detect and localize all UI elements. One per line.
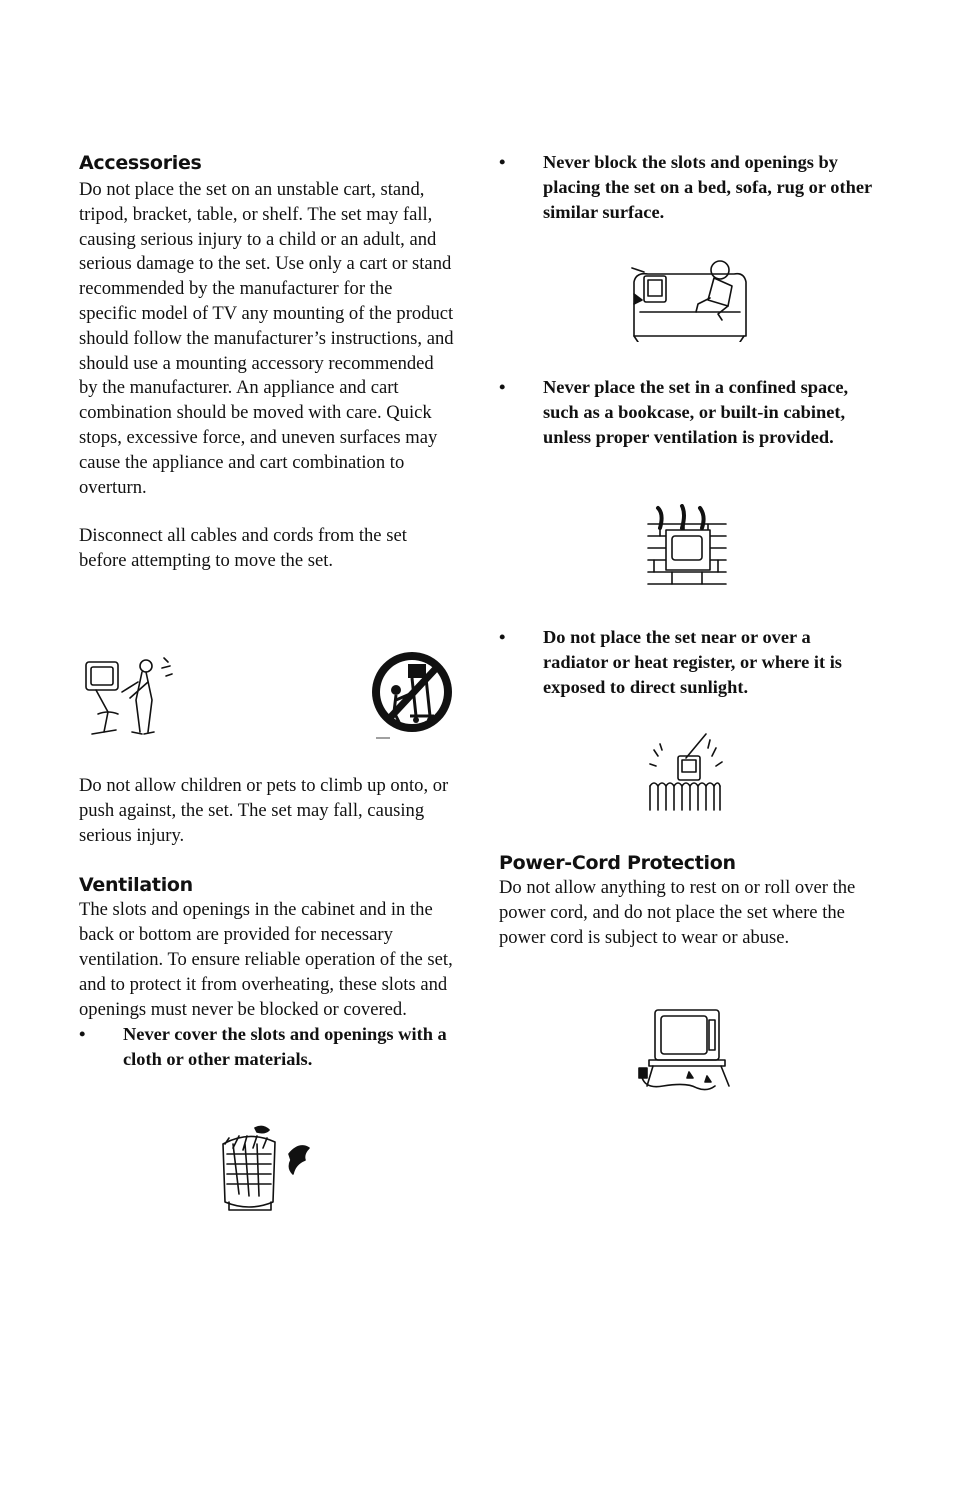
power-cord-paragraph: Do not allow anything to rest on or roll over the power cord, and do not place the set where the power cord is subject to wear or abuse.: [499, 877, 856, 948]
right-column: [499, 150, 874, 224]
bullet-dot: •: [499, 377, 506, 397]
left-column: [79, 150, 454, 574]
tv-on-sofa-illustration: [628, 252, 750, 342]
cart-warning-icon: [370, 650, 456, 742]
tv-on-radiator-illustration: [644, 730, 728, 814]
accessories-paragraph-1: Do not place the set on an unstable cart, stand, tripod, bracket, table, or shelf. The set may fall, causing serious injury to a child or an adult, and serious damage to the set. Use only a cart or stand recommended by the manufacturer for the specific model of TV any mounting of the product should follow the manufacturer’s instructions, and should use a mounting accessory recommended by the manufacturer. An appliance and cart combination should be moved with care. Quick stops, excessive force, and uneven surfaces may cause the appliance and cart combination to overturn.: [79, 179, 454, 498]
bullet-radiator: [499, 625, 874, 699]
accessories-heading: Accessories: [79, 152, 202, 174]
right-column-2: [499, 375, 874, 449]
ventilation-paragraph: The slots and openings in the cabinet and in the back or bottom are provided for necessary ventilation. To ensure reliable operation of the set, and to protect it from overheating, these slots and openings must never be blocked or covered.: [79, 899, 453, 1020]
bullet-confined-space-text: Never place the set in a confined space, such as a bookcase, or built-in cabinet, unless proper ventilation is provided.: [543, 377, 849, 447]
bullet-cover-slots: [79, 1022, 454, 1072]
tv-stand-tipping-illustration: [78, 652, 178, 740]
right-column-3: [499, 625, 874, 699]
bullet-dot: •: [499, 627, 506, 647]
accessories-paragraph-3: Do not allow children or pets to climb up onto, or push against, the set. The set may fall, causing serious injury.: [79, 775, 449, 846]
bullet-radiator-text: Do not place the set near or over a radiator or heat register, or where it is exposed to direct sunlight.: [543, 627, 842, 697]
right-column-4: [499, 850, 874, 950]
tv-covered-cloth-illustration: [219, 1124, 315, 1216]
bullet-dot: •: [79, 1024, 86, 1045]
bullet-dot: •: [499, 152, 506, 172]
bullet-confined-space: [499, 375, 874, 449]
bullet-block-slots-text: Never block the slots and openings by placing the set on a bed, sofa, rug or other similar surface.: [543, 152, 872, 222]
ventilation-heading: Ventilation: [79, 874, 193, 897]
bullet-block-slots: [499, 150, 874, 224]
accessories-paragraph-2: Disconnect all cables and cords from the set before attempting to move the set.: [79, 525, 407, 572]
bullet-cover-slots-text: Never cover the slots and openings with a cloth or other materials.: [123, 1024, 447, 1070]
power-cord-heading: Power-Cord Protection: [499, 852, 736, 874]
tv-in-cabinet-illustration: [646, 504, 728, 592]
tv-power-cord-illustration: [637, 1006, 737, 1092]
left-column-lower: [79, 774, 454, 1072]
